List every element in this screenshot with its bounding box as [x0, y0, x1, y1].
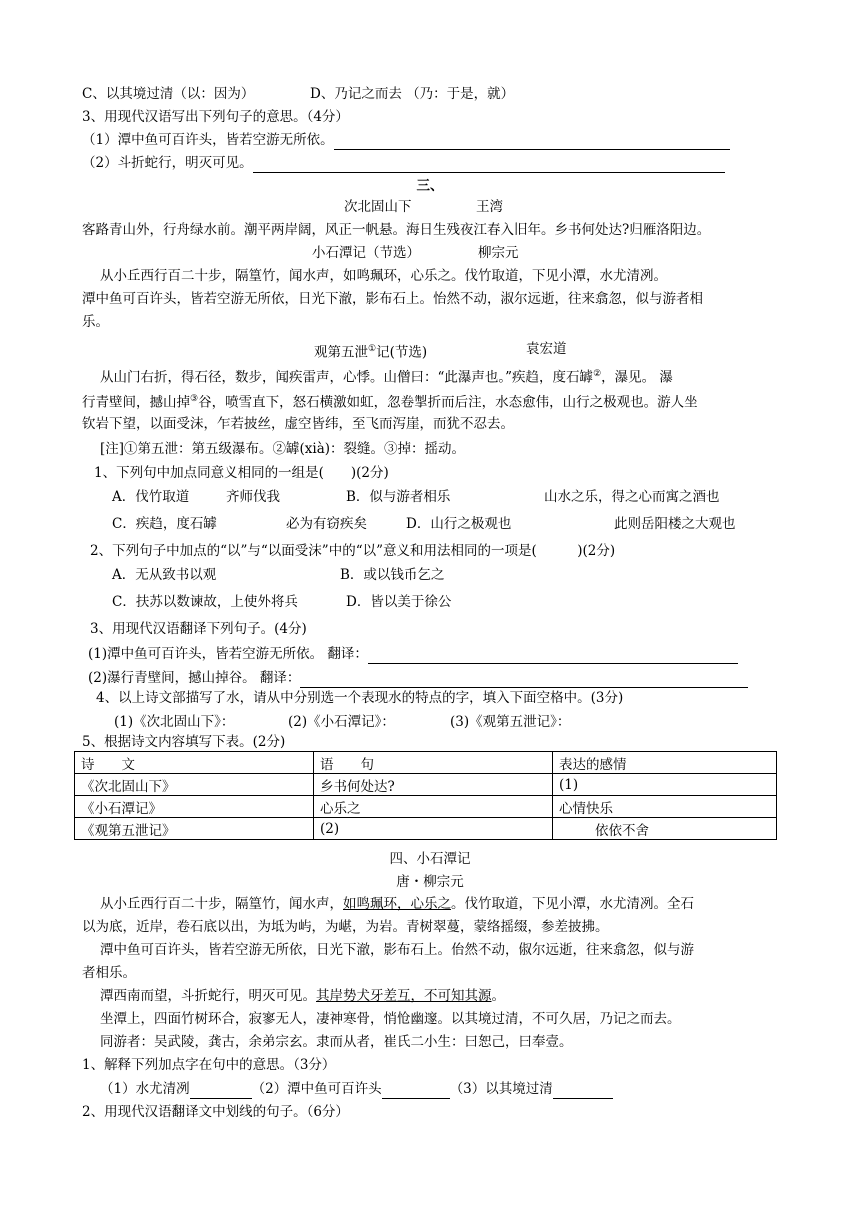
table-cell[interactable]: (1): [553, 774, 777, 796]
sec3-q3-2: [88, 668, 748, 688]
sec4-paragraph-6: 坐潭上，四面竹树环合，寂寥无人，凄神寒骨，悄怆幽邃。以其境过清，不可久居，乃记之而去。: [100, 1011, 681, 1027]
table-header: 语 句: [314, 752, 553, 774]
sec4-paragraph-3: 潭中鱼可百许头，皆若空游无所依，日光下澈，影布石上。佁然不动，俶尔远逝，往来翕忽，似与游: [100, 942, 694, 958]
answer-line[interactable]: [190, 1084, 252, 1099]
gdw-paragraph-1: [100, 364, 673, 388]
table-cell: 《小石潭记》: [75, 796, 314, 818]
sec3-q1-c2: 必为有窃疾矣: [286, 516, 367, 532]
sec4-p5-a: 潭西南而望，斗折蛇行，明灭可见。: [100, 988, 316, 1004]
sec4-q1-3: （3）以其境过清: [449, 1081, 553, 1097]
sec4-paragraph-1: [100, 894, 694, 914]
xst-paragraph-1: 从小丘西行百二十步，隔篁竹，闻水声，如鸣珮环，心乐之。伐竹取道，下见小潭，水尤清冽。: [100, 268, 667, 284]
q2-option-c: C、以其境过清（以：因为）: [82, 86, 255, 102]
poem-title: 次北固山下: [344, 199, 412, 215]
q3-item-2-text: （2）斗折蛇行，明灭可见。: [82, 155, 253, 171]
section-4-title: 四、小石潭记: [389, 851, 471, 867]
sec3-q4-3: (3)《观第五泄记》：: [450, 714, 571, 730]
answer-line[interactable]: [300, 673, 748, 688]
table-header: 诗 文: [75, 752, 314, 774]
poem-text: 客路青山外，行舟绿水前。潮平两岸阔，风正一帆悬。海日生残夜江春入旧年。乡书何处达?归雁洛阳边。: [82, 222, 711, 238]
underlined-sentence: 如鸣珮环，心乐之: [343, 896, 451, 912]
sec3-q4-1: (1)《次北固山下》：: [114, 714, 235, 730]
xst-title: 小石潭记（节选）: [312, 245, 420, 261]
sec3-q3-1: [88, 644, 738, 664]
sec4-paragraph-4: 者相乐。: [82, 965, 136, 981]
table-cell: 心乐之: [314, 796, 553, 818]
underlined-sentence: 其岸势犬牙差互，不可知其源: [316, 988, 492, 1004]
table-cell: 依依不舍: [553, 818, 777, 840]
q2-option-d: D、乃记之而去 （乃：于是，就）: [310, 86, 515, 102]
sec3-q3-2-text: (2)瀑行青壁间，撼山掉谷。 翻译：: [88, 670, 301, 686]
table-row: [75, 818, 777, 840]
sec4-paragraph-5: [100, 986, 505, 1006]
gdw-p2-b: 谷，喷雪直下，怒石横激如虹，忽卷掣折而后注，水态愈伟，山行之极观也。游人坐: [198, 394, 698, 411]
sec3-q2-c: C．扶苏以数谏故，上使外将兵: [112, 594, 298, 610]
sec3-q1-b2: 山水之乐，得之心而寓之酒也: [544, 489, 720, 505]
table-cell: 《次北固山下》: [75, 774, 314, 796]
gdw-p1-a: 从山门右折，得石径，数步，闻疾雷声，心悸。山僧曰：“此瀑声也。”疾趋，度石罅: [100, 369, 594, 386]
xst-paragraph-2: 潭中鱼可百许头，皆若空游无所依，日光下澈，影布石上。怡然不动，淑尔远逝，往来翕忽，似与游者相: [82, 291, 703, 307]
answer-line[interactable]: [382, 1084, 450, 1099]
sec3-q1: 1、下列句中加点同意义相同的一组是( )(2分): [94, 465, 389, 481]
sec3-q2: 2、下列句子中加点的“以”与“以面受沫”中的“以”意义和用法相同的一项是( )(2分): [90, 543, 616, 559]
table-header: 表达的感情: [553, 752, 777, 774]
sec3-q2-d: D．皆以美于徐公: [346, 594, 452, 610]
footnote-mark: ③: [190, 394, 199, 404]
q3-item-1-text: （1）潭中鱼可百许头，皆若空游无所依。: [82, 132, 334, 148]
sec3-q5: 5、根据诗文内容填写下表。(2分): [82, 734, 286, 750]
sec3-q1-a1: A．伐竹取道: [112, 489, 190, 505]
gdw-paragraph-3: 钦岩下望，以面受沫，乍若披丝，虚空皆纬，至飞而泻崖，而犹不忍去。: [82, 416, 514, 432]
footnote-mark: ①: [368, 344, 377, 354]
sec3-q3: 3、用现代汉语翻译下列句子。(4分): [90, 621, 307, 637]
sec4-q1-2: （2）潭中鱼可百许头: [251, 1081, 382, 1097]
section-4-author: 唐・柳宗元: [396, 874, 464, 890]
sec3-q4-2: (2)《小石潭记》：: [288, 714, 395, 730]
sec4-q1: 1、解释下列加点字在句中的意思。（3分）: [82, 1057, 336, 1073]
sec3-q2-b: B．或以钱币乞之: [340, 567, 445, 583]
table-cell: 乡书何处达?: [314, 774, 553, 796]
section-3-heading: 三、: [416, 178, 444, 194]
gdw-paragraph-2: [82, 389, 698, 413]
gdw-p2-a: 行青壁间，撼山掉: [82, 394, 190, 411]
gdw-title-tail: 记(节选): [376, 344, 428, 361]
gdw-p1-b: ，瀑见。 瀑: [601, 369, 673, 386]
sec3-q1-a2: 齐师伐我: [226, 489, 280, 505]
sec4-p1-b: 。伐竹取道，下见小潭，水尤清冽。全石: [451, 896, 694, 912]
sec3-q4: 4、以上诗文部描写了水，请从中分别选一个表现水的特点的字，填入下面空格中。(3分): [96, 690, 624, 706]
answer-table: [74, 751, 777, 840]
q3-heading: 3、用现代汉语写出下列句子的意思。（4分）: [82, 109, 349, 125]
sec3-q3-1-text: (1)潭中鱼可百许头，皆若空游无所依。 翻译：: [88, 646, 368, 662]
table-cell[interactable]: (2): [314, 818, 553, 840]
answer-line[interactable]: [368, 649, 738, 664]
sec4-q2: 2、用现代汉语翻译文中划线的句子。（6分）: [82, 1104, 349, 1120]
sec3-q1-d1: D．山行之极观也: [406, 516, 512, 532]
poem-author: 王湾: [476, 199, 503, 215]
sec4-paragraph-7: 同游者：吴武陵，龚古，余弟宗玄。隶而从者，崔氏二小生：曰恕己，曰奉壹。: [100, 1034, 573, 1050]
table-header-row: [75, 752, 777, 774]
sec4-p5-b: 。: [491, 988, 505, 1004]
footnote: [注]①第五泄：第五级瀑布。②罅(xià)：裂缝。③掉：摇动。: [100, 441, 466, 457]
table-row: [75, 774, 777, 796]
sec4-q1-items: [100, 1079, 613, 1099]
footnote-mark: ②: [593, 369, 602, 379]
sec3-q1-d2: 此则岳阳楼之大观也: [614, 516, 736, 532]
q3-item-2: [82, 153, 725, 173]
sec4-p1-a: 从小丘西行百二十步，隔篁竹，闻水声，: [100, 896, 343, 912]
sec4-q1-1: （1）水尤清冽: [100, 1081, 190, 1097]
gdw-author: 袁宏道: [526, 341, 567, 357]
xst-paragraph-3: 乐。: [82, 314, 109, 330]
sec3-q1-c1: C．疾趋，度石罅: [112, 516, 217, 532]
gdw-title-text: 观第五泄: [314, 344, 368, 361]
sec3-q2-a: A．无从致书以观: [112, 567, 217, 583]
sec4-paragraph-2: 以为底，近岸，卷石底以出，为坻为屿，为嵁，为岩。青树翠蔓，蒙络摇缀，参差披拂。: [82, 919, 609, 935]
q3-item-1: [82, 130, 730, 150]
table-cell: 心情快乐: [553, 796, 777, 818]
answer-line[interactable]: [253, 158, 725, 173]
table-cell: 《观第五泄记》: [75, 818, 314, 840]
gdw-title: [314, 339, 427, 363]
table-row: [75, 796, 777, 818]
answer-line[interactable]: [334, 135, 730, 150]
xst-author: 柳宗元: [478, 245, 519, 261]
answer-line[interactable]: [553, 1084, 613, 1099]
sec3-q1-b1: B．似与游者相乐: [346, 489, 451, 505]
